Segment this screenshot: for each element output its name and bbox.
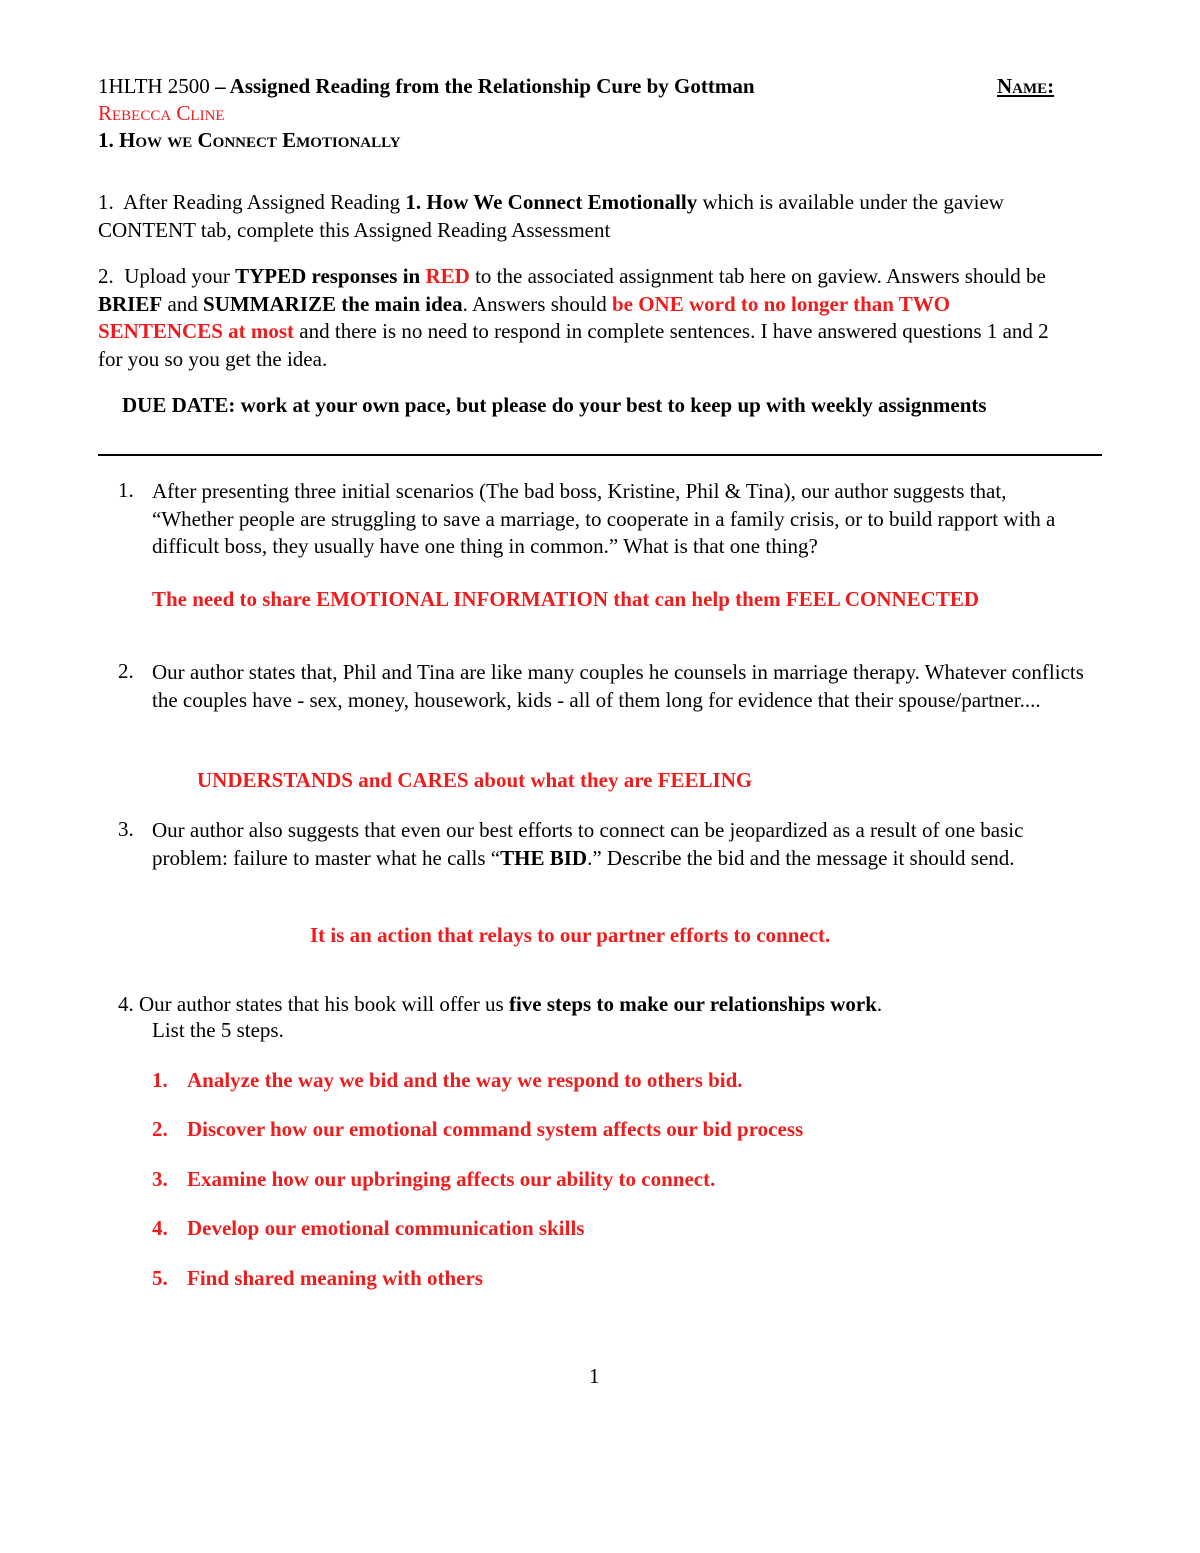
chapter-heading: 1. How we Connect Emotionally [98,128,401,152]
instruction-2-number: 2. [98,264,114,288]
instruction-1 [98,189,1078,244]
question-3-text-c: .” Describe the bid and the message it should send. [587,845,1015,870]
question-3-text-a: Our author also suggests that even our best efforts to connect can be jeopardized as a result of one basic problem: failure to master what he calls “ [152,818,1024,870]
answer-2: UNDERSTANDS and CARES about what they are FEELING [197,768,753,792]
question-3-text [152,817,1087,872]
instruction-1-text-c: which is available under the gaview CONTENT tab, complete this Assigned Reading Assessment [98,190,1004,242]
instruction-2-text-b: TYPED responses in [235,264,426,288]
question-1-number: 1. [118,478,134,502]
step-2-number: 2. [152,1117,168,1141]
student-name: Rebecca Cline [98,101,225,125]
instruction-2-length-rule: be ONE word to no longer than TWO SENTENCES at most [98,291,951,343]
question-4-number: 4. [118,992,134,1016]
question-3-the-bid: THE BID [500,845,588,870]
instruction-2-red-word: RED [425,264,470,288]
instruction-1-number: 1. [98,190,114,214]
page-number: 1 [589,1364,600,1388]
answer-1: The need to share EMOTIONAL INFORMATION that can help them FEEL CONNECTED [152,587,980,611]
question-1-text: After presenting three initial scenarios (The bad boss, Kristine, Phil & Tina), our author suggests that, “Whether people are struggling to save a marriage, to cooperate in a family crisis, or to build rapport with a difficult boss, they usually have one thing in common.” What is that one thing? [152,479,1056,558]
step-4-number: 4. [152,1216,168,1240]
step-5-text: Find shared meaning with others [187,1266,483,1290]
question-2-text: Our author states that, Phil and Tina are like many couples he counsels in marriage therapy. Whatever conflicts the couples have - sex, money, housework, kids - all of them long for evidence that their spouse/partner.... [152,660,1084,712]
title-text: – Assigned Reading from the Relationship Cure by Gottman [215,74,755,98]
question-4-text [118,992,882,1017]
instruction-2-text-d: to the associated assignment tab here on gaview. Answers should be [469,264,1046,288]
instruction-2-brief: BRIEF [98,291,163,316]
section-divider [98,454,1102,456]
step-3-number: 3. [152,1167,168,1191]
instruction-1-text-a: After Reading Assigned Reading [123,190,406,214]
step-2-text: Discover how our emotional command system affects our bid process [187,1117,804,1141]
question-2-number: 2. [118,659,134,683]
step-4-text: Develop our emotional communication skills [187,1216,585,1240]
step-3-text: Examine how our upbringing affects our ability to connect. [187,1167,716,1191]
step-1-number: 1. [152,1068,168,1092]
name-label: Name: [997,74,1055,98]
step-1-text: Analyze the way we bid and the way we respond to others bid. [187,1068,743,1092]
step-5-number: 5. [152,1266,168,1290]
document-title [98,74,755,99]
instruction-1-reading-title: 1. How We Connect Emotionally [405,190,698,214]
question-3-number: 3. [118,817,134,841]
course-code: 1HLTH 2500 [98,74,210,98]
instruction-2-text-h: . Answers should [462,291,612,316]
question-4-text-a: Our author states that his book will offer us [139,992,509,1016]
due-date [98,392,1078,420]
answer-3: It is an action that relays to our partner efforts to connect. [310,923,831,947]
due-date-label: DUE DATE [122,393,229,417]
due-date-text: : work at your own pace, but please do your best to keep up with weekly assignments [228,393,987,417]
question-4-text-c: . [876,992,883,1016]
instruction-2-text-j: and there is no need to respond in complete sentences. I have answered questions 1 and 2 for you so you get the idea. [98,319,1049,371]
instruction-2-text-a: Upload your [124,264,236,288]
question-4-five-steps: five steps to make our relationships work [508,992,877,1016]
instruction-2 [98,263,1078,373]
instruction-2-summarize: SUMMARIZE the main idea [203,291,463,316]
instruction-2-text-f: and [162,291,204,316]
question-4-list-prompt: List the 5 steps. [152,1018,284,1042]
